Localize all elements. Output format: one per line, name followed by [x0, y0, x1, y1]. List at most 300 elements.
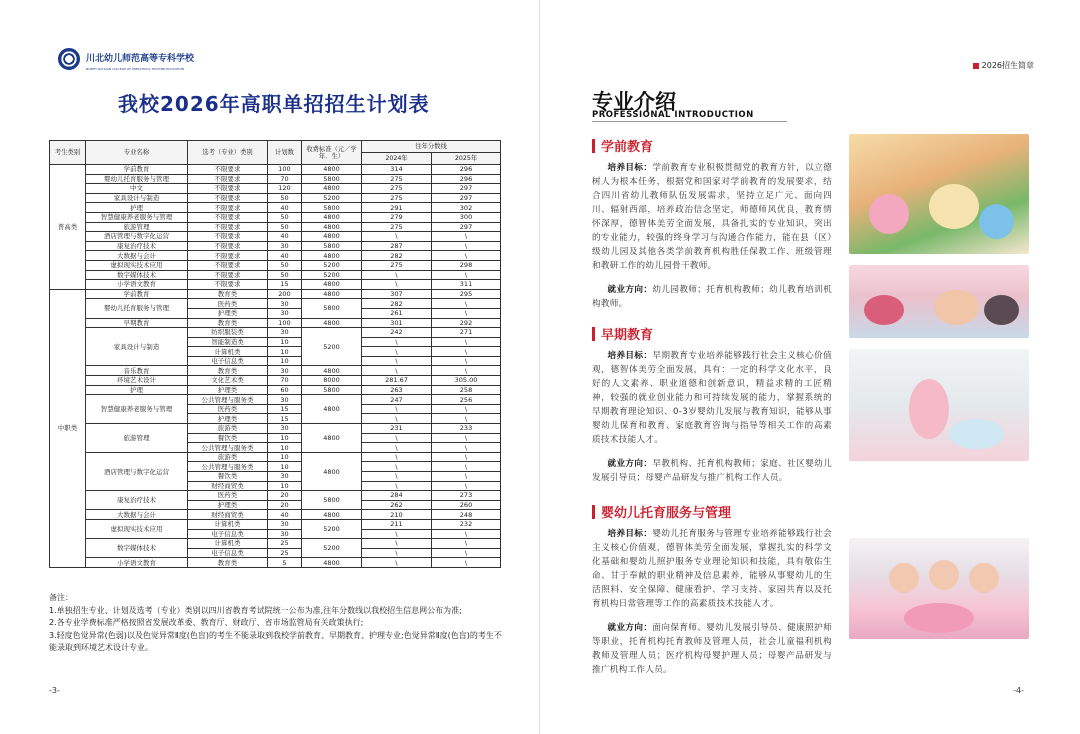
plan-cell: 30: [268, 424, 302, 434]
subject-cell: 公共管理与服务类: [188, 462, 268, 472]
y2024-cell: 291: [362, 203, 432, 213]
y2025-cell: \: [432, 366, 501, 376]
major-cell: 家具设计与制造: [86, 328, 188, 366]
table-row: [50, 251, 501, 261]
table-row: [50, 395, 501, 405]
y2025-cell: 260: [432, 500, 501, 510]
plan-cell: 70: [268, 174, 302, 184]
y2025-cell: 296: [432, 174, 501, 184]
y2024-cell: 242: [362, 328, 432, 338]
y2025-cell: \: [432, 481, 501, 491]
y2024-cell: \: [362, 558, 432, 568]
fee-cell: 4800: [302, 318, 362, 328]
subject-cell: 纺织服装类: [188, 328, 268, 338]
plan-cell: 30: [268, 519, 302, 529]
y2025-cell: 302: [432, 203, 501, 213]
header-subject: 选考（专业）类别: [188, 141, 268, 165]
table-row: [50, 318, 501, 328]
plan-cell: 120: [268, 184, 302, 194]
subject-cell: 不限要求: [188, 203, 268, 213]
y2024-cell: \: [362, 529, 432, 539]
y2024-cell: \: [362, 356, 432, 366]
table-row: [50, 366, 501, 376]
goal-text: 婴幼儿托育服务与管理专业培养能够践行社会主义核心价值观，德智体美劳全面发展，掌握扎实的科学文化基础和婴幼儿照护服务专业理论知识和技能，具有敬佑生命、甘于奉献的职业精神及信息素养，能够从事婴幼儿的生活照料、安全保障、健康看护、学习支持、家园共育以及托育机构日常管理等工作的高素质技术技能人才。: [592, 529, 832, 609]
major-heading: [592, 324, 832, 343]
subject-cell: 医药类: [188, 491, 268, 501]
table-row: [50, 270, 501, 280]
table-row: [50, 280, 501, 290]
table-row: [50, 376, 501, 386]
fee-cell: 4800: [302, 212, 362, 222]
group-cell: 中职类: [50, 289, 86, 567]
y2024-cell: 275: [362, 193, 432, 203]
major-cell: 音乐教育: [86, 366, 188, 376]
job-label: 就业方向：: [607, 285, 653, 295]
plan-cell: 30: [268, 366, 302, 376]
subject-cell: 不限要求: [188, 232, 268, 242]
fee-cell: 4800: [302, 280, 362, 290]
table-row: [50, 539, 501, 549]
subject-cell: 餐饮类: [188, 472, 268, 482]
y2024-cell: 231: [362, 424, 432, 434]
y2025-cell: \: [432, 337, 501, 347]
major-cell: 康复治疗技术: [86, 491, 188, 510]
subject-cell: 智能制造类: [188, 337, 268, 347]
fee-cell: 4800: [302, 395, 362, 424]
fee-cell: 5800: [302, 241, 362, 251]
subject-cell: 公共管理与服务类: [188, 395, 268, 405]
subject-cell: 护理类: [188, 308, 268, 318]
header-major: 专业名称: [86, 141, 188, 165]
plan-cell: 50: [268, 212, 302, 222]
y2025-cell: \: [432, 529, 501, 539]
notes: [49, 592, 504, 655]
school-name-block: [86, 46, 194, 71]
y2025-cell: 305.00: [432, 376, 501, 386]
major-cell: 学前教育: [86, 165, 188, 175]
plan-cell: 25: [268, 539, 302, 549]
plan-cell: 50: [268, 270, 302, 280]
major-cell: 小学语文教育: [86, 558, 188, 568]
table-row: [50, 519, 501, 529]
fee-cell: 5200: [302, 270, 362, 280]
subject-cell: 不限要求: [188, 184, 268, 194]
plan-cell: 30: [268, 395, 302, 405]
y2025-cell: 271: [432, 328, 501, 338]
subject-cell: 旅游类: [188, 424, 268, 434]
y2024-cell: \: [362, 232, 432, 242]
brochure-tag-label: 2026招生简章: [981, 61, 1034, 70]
photo-baby-bath-training: [849, 349, 1029, 461]
subject-cell: 旅游类: [188, 452, 268, 462]
subject-cell: 教育类: [188, 366, 268, 376]
subject-cell: 不限要求: [188, 212, 268, 222]
major-cell: 大数据与会计: [86, 510, 188, 520]
plan-cell: 40: [268, 510, 302, 520]
major-cell: 数字媒体技术: [86, 539, 188, 558]
brochure-tag: [973, 60, 1034, 71]
subject-cell: 计算机类: [188, 539, 268, 549]
plan-cell: 15: [268, 404, 302, 414]
subject-cell: 护理类: [188, 414, 268, 424]
subject-cell: 不限要求: [188, 241, 268, 251]
note-1: 1.单独招生专业、计划及选考（专业）类别以四川省教育考试院统一公布为准,往年分数线以我校招生信息网公布为准;: [49, 605, 462, 615]
y2024-cell: \: [362, 443, 432, 453]
subject-cell: 计算机类: [188, 347, 268, 357]
photo-classroom-children: [849, 134, 1029, 254]
major-cell: 小学语文教育: [86, 280, 188, 290]
major-cell: 旅游管理: [86, 424, 188, 453]
plan-cell: 30: [268, 472, 302, 482]
plan-cell: 50: [268, 222, 302, 232]
y2025-cell: 311: [432, 280, 501, 290]
y2025-cell: \: [432, 548, 501, 558]
table-row: [50, 193, 501, 203]
table-row: [50, 212, 501, 222]
y2025-cell: 295: [432, 289, 501, 299]
major-cell: 智慧健康养老服务与管理: [86, 395, 188, 424]
fee-cell: 5800: [302, 174, 362, 184]
y2024-cell: 281.67: [362, 376, 432, 386]
fee-cell: 5200: [302, 328, 362, 366]
y2024-cell: \: [362, 270, 432, 280]
header-plan: 计划数: [268, 141, 302, 165]
table-row: [50, 424, 501, 434]
y2025-cell: \: [432, 539, 501, 549]
header-fee: 收费标准（元／学年．生）: [302, 141, 362, 165]
fee-cell: 8000: [302, 376, 362, 386]
plan-cell: 10: [268, 462, 302, 472]
job-text: 幼儿园教师；托育机构教师；幼儿教育培训机构教师。: [592, 285, 832, 309]
subject-cell: 电子信息类: [188, 548, 268, 558]
subject-cell: 不限要求: [188, 270, 268, 280]
fee-cell: 5200: [302, 260, 362, 270]
plan-cell: 40: [268, 232, 302, 242]
plan-cell: 5: [268, 558, 302, 568]
plan-cell: 60: [268, 385, 302, 395]
major-cell: 智慧健康养老服务与管理: [86, 212, 188, 222]
section-divider: [592, 121, 787, 122]
y2024-cell: \: [362, 472, 432, 482]
subject-cell: 护理类: [188, 500, 268, 510]
goal-label: 培养目标：: [607, 351, 653, 361]
fee-cell: 4800: [302, 452, 362, 490]
major-cell: 虚拟现实技术应用: [86, 260, 188, 270]
fee-cell: 4800: [302, 558, 362, 568]
fee-cell: 4800: [302, 232, 362, 242]
major-cell: 大数据与会计: [86, 251, 188, 261]
plan-cell: 10: [268, 452, 302, 462]
enrollment-plan-table: [49, 140, 501, 568]
y2025-cell: \: [432, 241, 501, 251]
plan-cell: 10: [268, 481, 302, 491]
y2024-cell: 287: [362, 241, 432, 251]
plan-cell: 30: [268, 529, 302, 539]
plan-cell: 15: [268, 280, 302, 290]
y2025-cell: 297: [432, 184, 501, 194]
major-early-education: [592, 324, 832, 485]
major-cell: 婴幼儿托育服务与管理: [86, 299, 188, 318]
plan-cell: 40: [268, 251, 302, 261]
plan-cell: 15: [268, 414, 302, 424]
header-2025: 2025年: [432, 153, 501, 165]
table-row: [50, 328, 501, 338]
table-body: [50, 165, 501, 568]
major-cell: 数字媒体技术: [86, 270, 188, 280]
major-heading: [592, 136, 832, 155]
fee-cell: 5800: [302, 491, 362, 510]
y2025-cell: 297: [432, 193, 501, 203]
plan-cell: 10: [268, 443, 302, 453]
major-goal: [592, 161, 832, 273]
subject-cell: 不限要求: [188, 193, 268, 203]
note-2: 2.各专业学费标准严格按照省发展改革委、教育厅、财政厅、省市场监管局有关政策执行;: [49, 618, 364, 627]
y2024-cell: 282: [362, 299, 432, 309]
y2025-cell: \: [432, 251, 501, 261]
y2024-cell: \: [362, 433, 432, 443]
table-row: [50, 510, 501, 520]
subject-cell: 医药类: [188, 299, 268, 309]
fee-cell: 5200: [302, 193, 362, 203]
y2024-cell: \: [362, 337, 432, 347]
table-row: [50, 241, 501, 251]
plan-cell: 10: [268, 356, 302, 366]
table-row: [50, 174, 501, 184]
y2024-cell: \: [362, 347, 432, 357]
y2024-cell: 314: [362, 165, 432, 175]
y2025-cell: \: [432, 452, 501, 462]
major-job: [592, 457, 832, 485]
y2024-cell: \: [362, 280, 432, 290]
plan-cell: 10: [268, 433, 302, 443]
y2024-cell: \: [362, 481, 432, 491]
y2025-cell: 232: [432, 519, 501, 529]
major-cell: 婴幼儿托育服务与管理: [86, 174, 188, 184]
right-page: [540, 0, 1080, 734]
notes-heading: 备注：: [49, 593, 73, 602]
header-history: 往年分数线: [362, 141, 501, 153]
y2024-cell: \: [362, 366, 432, 376]
table-row: [50, 491, 501, 501]
plan-cell: 50: [268, 260, 302, 270]
plan-cell: 20: [268, 491, 302, 501]
y2024-cell: \: [362, 548, 432, 558]
major-cell: 康复治疗技术: [86, 241, 188, 251]
y2025-cell: 296: [432, 165, 501, 175]
fee-cell: 5200: [302, 539, 362, 558]
y2025-cell: \: [432, 232, 501, 242]
y2025-cell: 292: [432, 318, 501, 328]
plan-cell: 70: [268, 376, 302, 386]
plan-cell: 10: [268, 337, 302, 347]
major-heading: [592, 502, 832, 521]
major-job: [592, 283, 832, 311]
major-cell: 护理: [86, 385, 188, 395]
table-row: [50, 203, 501, 213]
school-logo: [58, 46, 194, 71]
y2024-cell: 275: [362, 174, 432, 184]
y2025-cell: \: [432, 414, 501, 424]
plan-cell: 40: [268, 203, 302, 213]
y2024-cell: \: [362, 462, 432, 472]
plan-cell: 30: [268, 241, 302, 251]
fee-cell: 4800: [302, 424, 362, 453]
y2025-cell: \: [432, 404, 501, 414]
header-category: 考生类别: [50, 141, 86, 165]
major-cell: 早期教育: [86, 318, 188, 328]
major-cell: 虚拟现实技术应用: [86, 519, 188, 538]
page-number-right: -4-: [1013, 686, 1024, 695]
fee-cell: 5800: [302, 385, 362, 395]
major-cell: 护理: [86, 203, 188, 213]
y2024-cell: \: [362, 414, 432, 424]
table-row: [50, 184, 501, 194]
plan-cell: 20: [268, 500, 302, 510]
y2024-cell: 210: [362, 510, 432, 520]
y2025-cell: 233: [432, 424, 501, 434]
major-name: 早期教育: [601, 328, 654, 343]
subject-cell: 不限要求: [188, 251, 268, 261]
y2024-cell: \: [362, 452, 432, 462]
page-number-left: -3-: [49, 686, 60, 695]
job-text: 面向保育师、婴幼儿发展引导员、健康照护师等职业，托育机构托育教师及管理人员，社会儿童福利机构教师及管理人员；医疗机构母婴护理人员；母婴产品研发与推广机构工作人员。: [592, 623, 832, 675]
job-text: 早教机构、托育机构教师；家庭、社区婴幼儿发展引导员；母婴产品研发与推广机构工作人员。: [592, 459, 832, 483]
photo-infant-care-practice: [849, 265, 1029, 338]
school-name-en: NORTH SICHUAN COLLEGE OF PRESCHOOL TEACHER EDUCATION: [86, 67, 185, 71]
job-label: 就业方向：: [607, 623, 653, 633]
major-cell: 酒店管理与数字化运营: [86, 452, 188, 490]
plan-cell: 30: [268, 299, 302, 309]
plan-cell: 200: [268, 289, 302, 299]
photo-students-with-dolls: [849, 538, 1029, 639]
y2025-cell: \: [432, 462, 501, 472]
goal-text: 学前教育专业积极贯彻党的教育方针，以立德树人为根本任务，根据党和国家对学前教育的发展要求，结合四川省幼儿教师队伍发展需求，坚持立足广元、面向四川、辐射西部，培养政治信念坚定，师德师风优良，教育情怀深厚，德智体美劳全面发展，具备扎实的专业知识，突出的专业能力，较强的终身学习与沟通合作能力，能在县（区）级幼儿园及其他各类学前教育机构胜任保教工作、班级管理和教研工作的幼儿园骨干教师。: [592, 163, 832, 271]
subject-cell: 电子信息类: [188, 356, 268, 366]
y2024-cell: 247: [362, 395, 432, 405]
subject-cell: 财经商贸类: [188, 481, 268, 491]
red-square-icon: [973, 63, 979, 69]
note-3: 3.轻度色觉异常(色弱)以及色觉异常Ⅱ度(色盲)的考生不能录取到我校学前教育、早期教育、护理专业;色觉异常Ⅱ度(色盲)的考生不能录取到环境艺术设计专业。: [49, 630, 502, 652]
major-preschool: [592, 136, 832, 311]
y2025-cell: \: [432, 443, 501, 453]
plan-cell: 25: [268, 548, 302, 558]
y2025-cell: \: [432, 433, 501, 443]
school-name: 川北幼儿师范高等专科学校: [86, 54, 195, 64]
major-infant-care: [592, 502, 832, 677]
table-row: [50, 385, 501, 395]
major-cell: 家具设计与制造: [86, 193, 188, 203]
subject-cell: 不限要求: [188, 280, 268, 290]
table-row: [50, 558, 501, 568]
y2024-cell: \: [362, 539, 432, 549]
major-cell: 酒店管理与数字化运营: [86, 232, 188, 242]
subject-cell: 教育类: [188, 558, 268, 568]
y2024-cell: 301: [362, 318, 432, 328]
table-row: [50, 289, 501, 299]
y2024-cell: 261: [362, 308, 432, 318]
y2025-cell: 300: [432, 212, 501, 222]
subject-cell: 护理类: [188, 385, 268, 395]
subject-cell: 不限要求: [188, 174, 268, 184]
fee-cell: 5800: [302, 299, 362, 318]
y2025-cell: \: [432, 472, 501, 482]
y2024-cell: 284: [362, 491, 432, 501]
major-name: 学前教育: [601, 140, 654, 155]
y2025-cell: \: [432, 356, 501, 366]
y2025-cell: \: [432, 558, 501, 568]
fee-cell: 4800: [302, 366, 362, 376]
y2025-cell: 273: [432, 491, 501, 501]
table-row: [50, 452, 501, 462]
y2024-cell: 262: [362, 500, 432, 510]
major-name: 婴幼儿托育服务与管理: [601, 506, 732, 521]
subject-cell: 文化艺术类: [188, 376, 268, 386]
y2024-cell: 211: [362, 519, 432, 529]
y2024-cell: 275: [362, 222, 432, 232]
y2025-cell: \: [432, 270, 501, 280]
table-row: [50, 299, 501, 309]
subject-cell: 不限要求: [188, 165, 268, 175]
heading-bar-icon: [592, 327, 595, 341]
subject-cell: 教育类: [188, 289, 268, 299]
plan-cell: 10: [268, 347, 302, 357]
table-row: [50, 165, 501, 175]
plan-cell: 30: [268, 328, 302, 338]
subject-cell: 餐饮类: [188, 433, 268, 443]
subject-cell: 不限要求: [188, 260, 268, 270]
major-goal: [592, 527, 832, 611]
subject-cell: 教育类: [188, 318, 268, 328]
fee-cell: 4800: [302, 165, 362, 175]
section-title: 专业介绍: [592, 90, 676, 114]
y2025-cell: \: [432, 308, 501, 318]
y2025-cell: \: [432, 299, 501, 309]
subject-cell: 财经商贸类: [188, 510, 268, 520]
y2025-cell: 298: [432, 260, 501, 270]
header-2024: 2024年: [362, 153, 432, 165]
subject-cell: 公共管理与服务类: [188, 443, 268, 453]
major-goal: [592, 349, 832, 447]
plan-cell: 100: [268, 165, 302, 175]
group-cell: 普高类: [50, 165, 86, 290]
section-title-en: PROFESSIONAL INTRODUCTION: [592, 110, 754, 120]
fee-cell: 4800: [302, 510, 362, 520]
plan-title: 我校2026年高职单招招生计划表: [118, 92, 430, 116]
y2024-cell: 275: [362, 184, 432, 194]
goal-text: 早期教育专业培养能够践行社会主义核心价值观，德智体美劳全面发展，具有：一定的科学文化水平，良好的人文素养、职业道德和创新意识，精益求精的工匠精神，较强的就业创业能力和可持续发展的能力，掌握系统的早期教育理论知识、0-3岁婴幼儿发展与教育知识，能够从事婴幼儿保育和教育、家庭教育咨询与指导等相关工作的高素质技术技能人才。: [592, 351, 832, 445]
major-job: [592, 621, 832, 677]
subject-cell: 计算机类: [188, 519, 268, 529]
school-seal-icon: [58, 48, 80, 70]
y2025-cell: 258: [432, 385, 501, 395]
table-row: [50, 232, 501, 242]
fee-cell: 4800: [302, 222, 362, 232]
y2025-cell: 297: [432, 222, 501, 232]
y2025-cell: \: [432, 347, 501, 357]
fee-cell: 4800: [302, 289, 362, 299]
y2024-cell: 307: [362, 289, 432, 299]
fee-cell: 4800: [302, 251, 362, 261]
fee-cell: 4800: [302, 184, 362, 194]
plan-cell: 50: [268, 193, 302, 203]
subject-cell: 医药类: [188, 404, 268, 414]
job-label: 就业方向：: [607, 459, 653, 469]
goal-label: 培养目标：: [607, 163, 653, 173]
major-cell: 中文: [86, 184, 188, 194]
y2024-cell: 279: [362, 212, 432, 222]
plan-cell: 100: [268, 318, 302, 328]
y2024-cell: 275: [362, 260, 432, 270]
